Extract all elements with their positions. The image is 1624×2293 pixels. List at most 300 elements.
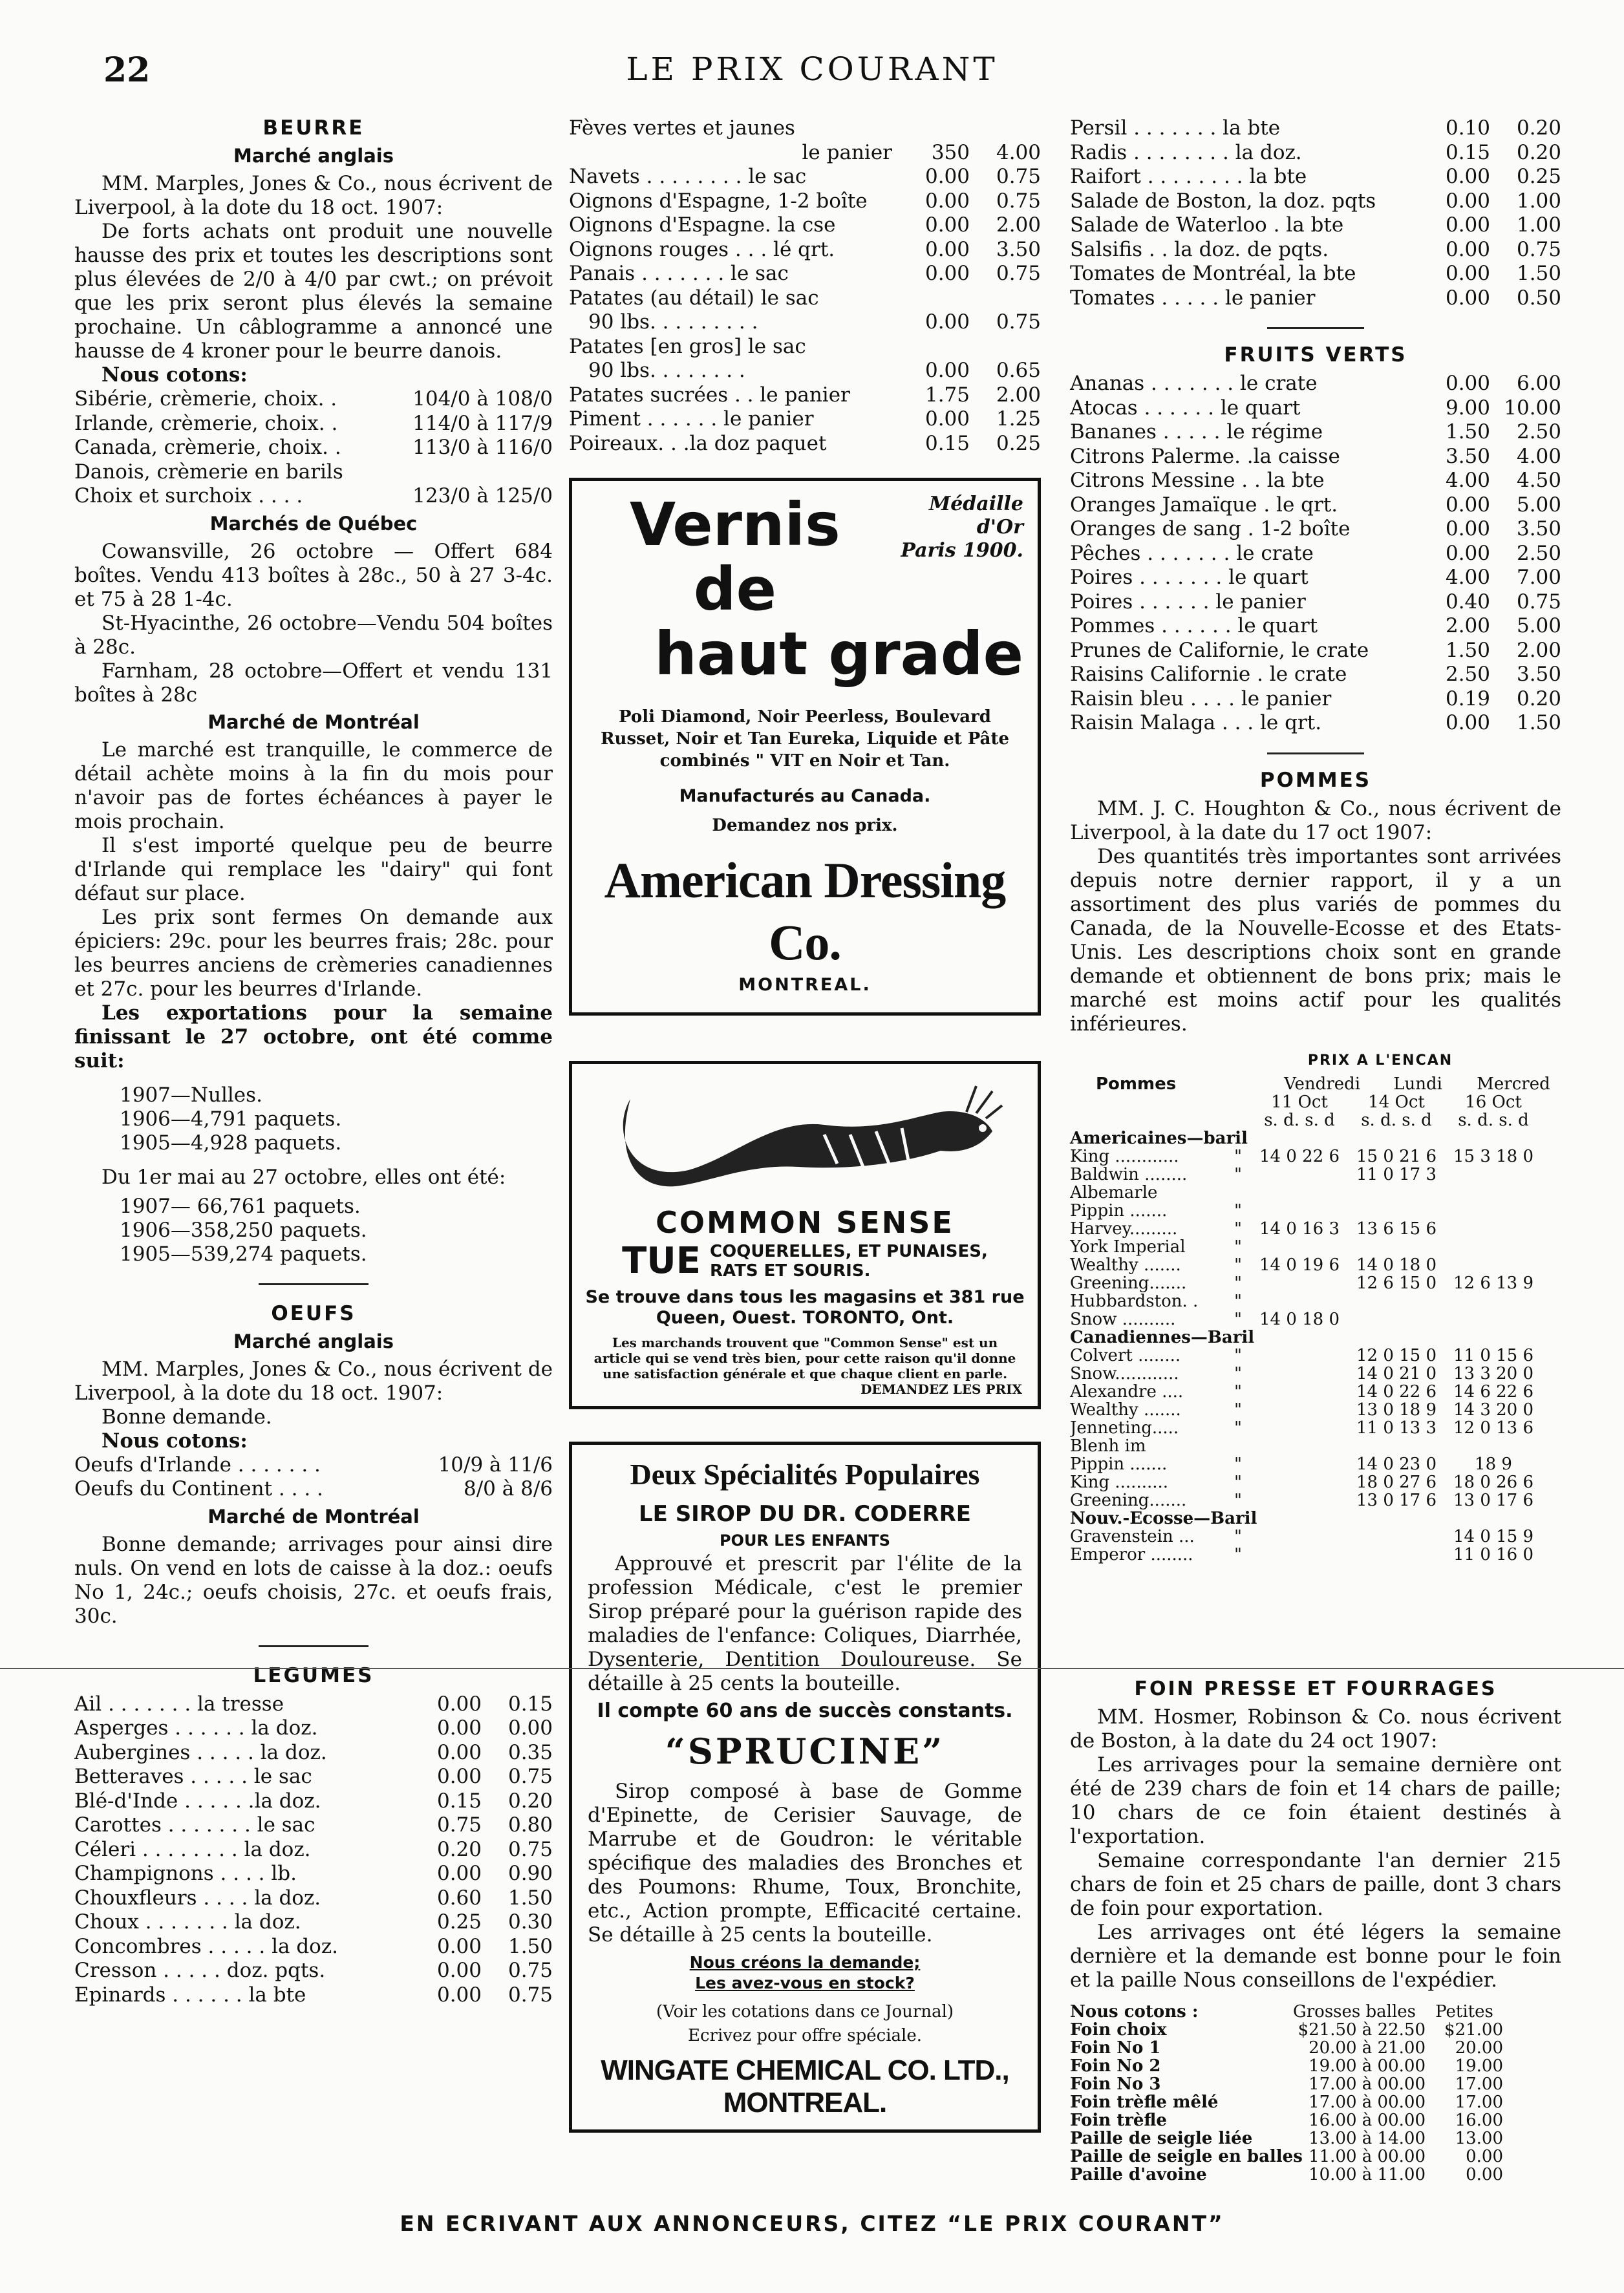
apple-variety: Greening....... [1070,1274,1187,1292]
price-low: 0.00 [1445,517,1490,540]
price-cell: 12 6 13 9 [1453,1273,1534,1293]
price-high: 0.75 [508,1983,553,2007]
price-cell: 14 0 18 0 [1356,1255,1437,1275]
column-1 [74,116,553,2007]
price-row [74,1716,553,1741]
price-high: 0.75 [508,1837,553,1861]
price-row [1070,469,1561,493]
ad-title: haut grade [654,619,1023,688]
table-row [1070,1401,1561,1419]
apple-variety: Albemarle [1070,1183,1158,1202]
hay-type: Paille de seigle liée [1070,2129,1253,2148]
hay-type: Foin trèfle mêlé [1070,2093,1219,2112]
apple-variety: Greening....... [1070,1491,1187,1509]
item-name: Raisins Californie . le crate [1070,663,1347,686]
price-row [74,1959,553,1983]
price-low: 0.40 [1445,590,1490,613]
price-row [74,1741,553,1765]
price-row [569,359,1041,383]
price-high: 0.75 [996,262,1041,285]
item-name: Pommes . . . . . . le quart [1070,614,1318,637]
item-name: Persil . . . . . . . la bte [1070,116,1281,140]
price-high: 0.15 [508,1692,553,1716]
price-low: 0.00 [1445,541,1490,565]
price-high: 2.00 [1516,638,1561,662]
price-large-bales: 17.00 à 00.00 [1309,2074,1426,2094]
price-cell [1251,1437,1348,1455]
ad-line: Demandez nos prix. [712,816,898,835]
price-large-bales: 19.00 à 00.00 [1309,2056,1426,2076]
ad-title: Vernis de [630,490,840,624]
table-row [1070,2039,1561,2057]
apple-variety: Harvey......... [1070,1219,1178,1238]
table-row [1070,1238,1561,1256]
table-row [1070,1184,1561,1202]
price-low: 0.00 [924,213,970,237]
cotons-label: Nous cotons: [102,363,248,387]
table-row [1070,2075,1561,2093]
ditto-mark: " [1234,1309,1242,1329]
apple-variety: Emperor ........ [1070,1545,1193,1564]
item-name: Oranges Jamaïque . le qrt. [1070,493,1338,517]
item-name: Raisin bleu . . . . le panier [1070,687,1332,710]
table-row [1070,2129,1561,2148]
price-high: 2.00 [996,383,1041,407]
ditto-mark: " [1234,1454,1242,1474]
price-cell: 18 0 27 6 [1356,1472,1437,1492]
price-high: 0.25 [1516,165,1561,188]
price-row [569,407,1041,432]
price-cell [1348,1184,1445,1202]
item-name: Sibérie, crèmerie, choix. . [74,387,337,411]
price-small-bales: 13.00 [1455,2129,1503,2148]
item-name: Panais . . . . . . . le sac [569,262,789,285]
price-cell [1445,1238,1542,1256]
table-header [1070,1111,1561,1129]
ad-fine-print: Les marchands trouvent que "Common Sense" est un article qui se vend très bien, pour cette raison qu'il donne une satisfaction générale et que chaque client en parle. [593,1335,1016,1381]
price-high: 1.50 [508,1886,553,1910]
item-name: Oignons d'Espagne. la cse [569,213,836,237]
price-high: 7.00 [1516,566,1561,589]
price-high: 1.50 [508,1934,553,1958]
price-large-bales: 16.00 à 00.00 [1309,2111,1426,2130]
table-header [1070,1075,1561,1093]
price-cell [1251,1166,1348,1184]
hay-type: Foin No 2 [1070,2056,1161,2076]
ditto-mark: " [1234,1219,1242,1239]
price-high: 1.50 [1516,711,1561,734]
price-row [74,1692,553,1717]
price-cell [1445,1202,1542,1220]
price-low: 0.00 [1445,262,1490,285]
price-cell [1251,1365,1348,1383]
th-date: 14 Oct [1368,1092,1425,1112]
price-row [74,412,553,436]
oeufs-price-list [74,1453,553,1502]
price-cell: 13 0 17 6 [1356,1490,1437,1510]
export-line: 1906—358,250 paquets. [120,1218,367,1242]
ditto-mark: " [1234,1273,1242,1293]
price-high: 5.00 [1516,493,1561,517]
price-row [569,432,1041,456]
divider [1267,752,1364,754]
price-low: 0.25 [436,1910,482,1934]
price-low: 0.10 [1445,116,1490,140]
price-row [1070,238,1561,262]
price-high: 10.00 [1504,396,1561,420]
ditto-mark: " [1234,1472,1242,1492]
item-unit: 90 lbs. . . . . . . . . [588,310,758,334]
th-day: Mercred [1477,1074,1550,1094]
price-range: 8/0 à 8/6 [464,1477,553,1500]
paragraph: MM. Marples, Jones & Co., nous écrivent de Liverpool, à la dote du 18 oct. 1907: [74,172,553,219]
price-cell: 11 0 15 6 [1453,1345,1534,1365]
price-high: 0.20 [1516,687,1561,710]
price-cell: 14 0 18 0 [1259,1309,1340,1329]
price-row [74,1862,553,1886]
price-row [74,1935,553,1959]
price-low: 0.00 [436,1862,482,1885]
ad-line: Il compte 60 ans de succès constants. [597,1700,1013,1722]
export-line: 1905—539,274 paquets. [120,1242,367,1266]
price-cell [1251,1419,1348,1437]
item-name: Poireaux. . .la doz paquet [569,431,827,455]
cotons-label: Nous cotons : [1070,2002,1199,2021]
fruits-price-list [1070,372,1561,736]
item-name: Tomates . . . . . le panier [1070,286,1316,310]
ditto-mark: " [1234,1200,1242,1221]
price-row [1070,141,1561,165]
ad-where: Se trouve dans tous les magasins et 381 rue Queen, Ouest. TORONTO, Ont. [585,1287,1025,1328]
ditto-mark: " [1234,1291,1242,1311]
price-cell: 18 9 [1475,1454,1512,1474]
paragraph: Des quantités très importantes sont arrivées depuis notre dernier rapport, il y a un assortiment des plus variés de pommes du Canada, de la Nouvelle-Ecosse et des Etats-Unis. Les descriptions choix sont en grande demande et obtiennent de bons prix; mais le marché est moins actif pour les qualités inférieures. [1070,844,1561,1036]
item-unit: le panier [802,140,892,164]
item-name: Oranges de sang . 1-2 boîte [1070,517,1351,540]
price-cell: 12 0 15 0 [1356,1345,1437,1365]
price-cell [1251,1292,1348,1310]
ad-coderre [569,1442,1041,2133]
table-row [1070,1310,1561,1328]
price-low: 0.00 [436,1692,482,1716]
price-row [569,141,1041,165]
price-cell: 11 0 16 0 [1453,1544,1534,1564]
th-day: Lundi [1393,1074,1442,1094]
paragraph: Les arrivages ont été légers la semaine dernière et la demande est bonne pour le foin et la paille Nous conseillons de l'expédier. [1070,1921,1561,1992]
ad-tue-targets [710,1242,988,1281]
table-header [1070,1093,1561,1111]
item-name: Raifort . . . . . . . . la bte [1070,165,1307,188]
table-row [1070,1473,1561,1491]
price-high: 1.25 [996,407,1041,431]
price-row [569,189,1041,214]
price-low: 0.00 [436,1934,482,1958]
price-row [1070,663,1561,687]
table-row [1070,2021,1561,2039]
price-low: 0.15 [924,431,970,455]
price-cell [1251,1546,1348,1564]
legumes-price-list [74,1692,553,2008]
ad-common-sense [569,1061,1041,1409]
price-small-bales: 19.00 [1455,2056,1503,2076]
price-row [1070,286,1561,311]
hay-type: Foin trèfle [1070,2111,1167,2130]
price-cell [1348,1546,1445,1564]
export-line: 1905—4,928 paquets. [120,1131,342,1155]
price-row [74,1813,553,1838]
rat-illustration [604,1073,1005,1202]
price-cell: 13 3 20 0 [1453,1363,1534,1383]
price-cell [1251,1383,1348,1401]
price-cell [1251,1491,1348,1509]
price-range: 114/0 à 117/9 [412,411,553,435]
price-high: 3.50 [1516,517,1561,540]
price-row [1070,711,1561,736]
ad-company: WINGATE CHEMICAL CO. LTD., MONTREAL. [601,2054,1009,2118]
price-high: 2.50 [1516,420,1561,443]
ad-subtitle: LE SIROP DU DR. CODERRE [638,1501,972,1527]
item-name: Salsifis . . la doz. de pqts. [1070,237,1329,261]
price-row [569,213,1041,238]
price-range [398,460,553,485]
ad-tue: TUE [622,1240,701,1282]
apple-variety: Hubbardston. . [1070,1292,1199,1310]
item-name: Oignons rouges . . . lé qrt. [569,237,835,261]
cotons-label: Nous cotons: [102,1429,248,1453]
price-low: 0.00 [1445,213,1490,237]
paragraph: MM. Hosmer, Robinson & Co. nous écrivent de Boston, à la date du 24 oct 1907: [1070,1705,1561,1753]
price-row [1070,213,1561,238]
table-row [1070,1546,1561,1564]
price-cell [1348,1292,1445,1310]
price-low: 0.00 [1445,165,1490,188]
hay-type: Foin No 1 [1070,2038,1161,2058]
item-name: Epinards . . . . . . la bte [74,1983,306,2007]
price-cell: 14 3 20 0 [1453,1400,1534,1420]
ad-fine-print: DEMANDEZ LES PRIX [860,1381,1022,1397]
divider [259,1283,369,1285]
divider [259,1645,369,1647]
price-low: 0.00 [436,1983,482,2007]
item-name: Atocas . . . . . . le quart [1070,396,1301,420]
price-cell: 13 0 17 6 [1453,1490,1534,1510]
price-cell: 14 6 22 6 [1453,1381,1534,1402]
item-name: Salade de Waterloo . la bte [1070,213,1344,237]
price-cell [1445,1184,1542,1202]
column-3 [1070,116,1561,1564]
table-row [1070,2093,1561,2111]
price-low: 0.20 [436,1837,482,1861]
price-low: 0.00 [924,237,970,261]
paragraph: MM. Marples, Jones & Co., nous écrivent de Liverpool, à la dote du 18 oct. 1907: [74,1357,553,1405]
table-row [1070,1202,1561,1220]
price-row [569,165,1041,189]
ad-title: COMMON SENSE [656,1205,954,1240]
price-low: 0.00 [1445,711,1490,734]
apple-variety: Wealthy ....... [1070,1400,1181,1419]
price-cell: 11 0 17 3 [1356,1164,1437,1184]
price-high: 4.00 [1516,444,1561,468]
paragraph: Le marché est tranquille, le commerce de détail achète moins à la fin du mois pour n'avoir pas de fortes échéances à payer le mois prochain. [74,738,553,833]
price-row [569,262,1041,286]
price-high: 0.20 [508,1789,553,1813]
ad-product: “SPRUCINE” [665,1731,945,1772]
price-high: 0.75 [508,1765,553,1788]
price-cell: 14 0 22 6 [1356,1381,1437,1402]
price-row [74,484,553,509]
apple-variety: Alexandre .... [1070,1382,1184,1401]
price-cell [1251,1455,1348,1473]
price-high: 0.65 [996,359,1041,382]
table-row [1070,1419,1561,1437]
price-low: 0.00 [436,1740,482,1764]
price-cell: 15 0 21 6 [1356,1146,1437,1166]
price-cell: 12 0 13 6 [1453,1418,1534,1438]
ditto-mark: " [1234,1345,1242,1365]
apple-variety: Pippin ....... [1070,1201,1168,1220]
price-range: 123/0 à 125/0 [412,484,553,507]
table-row [1070,1528,1561,1546]
price-small-bales: 20.00 [1455,2038,1503,2058]
price-high: 1.00 [1516,213,1561,237]
item-name: Citrons Palerme. .la caisse [1070,444,1340,468]
th-unit: s. d. s. d [1264,1110,1335,1130]
apple-variety: Pippin ....... [1070,1455,1168,1473]
divider [0,1668,1624,1669]
table-row [1070,1383,1561,1401]
price-low: 0.00 [1445,189,1490,213]
price-range: 104/0 à 108/0 [412,387,553,411]
item-name: Champignons . . . . lb. [74,1862,297,1885]
medal-line: Médaille d'Or [929,493,1023,539]
price-small-bales: 16.00 [1455,2111,1503,2130]
item-name: Betteraves . . . . . le sac [74,1765,312,1788]
ad-vernis [569,478,1041,1016]
price-high: 2.00 [996,213,1041,237]
price-row [1070,517,1561,542]
price-low: 0.00 [924,262,970,285]
item-name: Fèves vertes et jaunes [569,116,795,140]
price-low: 9.00 [1445,396,1490,420]
item-name: Carottes . . . . . . . le sac [74,1813,315,1837]
price-high: 0.90 [508,1862,553,1885]
item-name: Oeufs d'Irlande . . . . . . . [74,1453,321,1477]
price-small-bales: 17.00 [1455,2074,1503,2094]
section-title-foin: FOIN PRESSE ET FOURRAGES [1134,1678,1497,1700]
price-row [1070,116,1561,141]
item-name: Tomates de Montréal, la bte [1070,262,1356,285]
price-low: 0.15 [1445,140,1490,164]
page-title: LE PRIX COURANT [626,50,998,88]
paragraph: Il s'est importé quelque peu de beurre d'Irlande qui remplace les "dairy" qui font défaut sur place. [74,833,553,905]
table-row [1070,1274,1561,1292]
export-list [74,1195,553,1266]
price-high: 4.00 [996,140,1041,164]
price-low: 0.00 [1445,372,1490,395]
price-cell [1348,1437,1445,1455]
auction-table [1070,1075,1561,1564]
price-cell [1445,1310,1542,1328]
price-cell: 12 6 15 0 [1356,1273,1437,1293]
item-name: Patates (au détail) le sac [569,286,819,310]
hay-type: Foin No 3 [1070,2074,1161,2094]
price-cell [1251,1401,1348,1419]
price-small-bales: 0.00 [1466,2147,1503,2166]
price-row [74,460,553,485]
item-name: Patates sucrées . . le panier [569,383,850,407]
apple-variety: Baldwin ........ [1070,1165,1188,1184]
item-unit: 90 lbs. . . . . . . . [588,359,745,382]
price-range: 10/9 à 11/6 [438,1453,553,1477]
price-range: 113/0 à 116/0 [412,436,553,459]
price-cell [1445,1220,1542,1238]
apple-variety: Jenneting..... [1070,1418,1179,1437]
price-cell: 18 0 26 6 [1453,1472,1534,1492]
price-row [1070,639,1561,663]
item-name: Prunes de Californie, le crate [1070,638,1369,662]
price-low: 0.00 [436,1959,482,1982]
price-cell [1348,1238,1445,1256]
price-cell: 14 0 22 6 [1259,1146,1340,1166]
th-petites: Petites [1435,2002,1493,2021]
price-cell [1445,1292,1542,1310]
table-row [1070,1365,1561,1383]
ad-tue-line [581,1240,1029,1282]
ad-tue-target: COQUERELLES, ET PUNAISES, [710,1241,988,1261]
section-title-oeufs: OEUFS [271,1301,356,1325]
price-cell [1348,1310,1445,1328]
ditto-mark [1225,1184,1251,1202]
export-line: 1907—Nulles. [120,1083,262,1107]
apple-variety: King ............ [1070,1147,1179,1166]
page-number: 22 [103,50,151,90]
item-name: Poires . . . . . . le panier [1070,590,1306,613]
export-line: 1907— 66,761 paquets. [120,1194,361,1218]
price-row [1070,542,1561,566]
ditto-mark: " [1234,1381,1242,1402]
price-low: 0.00 [436,1765,482,1788]
item-name: Radis . . . . . . . . la doz. [1070,140,1302,164]
item-name: Choix et surchoix . . . . [74,484,303,507]
price-low: 3.50 [1445,444,1490,468]
foin-table [1070,2003,1561,2184]
price-low: 0.00 [924,310,970,334]
paragraph: De forts achats ont produit une nouvelle hausse des prix et toutes les descriptions sont plus élevées de 2/0 à 4/0 par cwt.; on prévoit que les prix seront plus élevés la semaine prochaine. Un câblogramme a annoncé une hausse de 4 kroner pour le beurre danois. [74,220,553,363]
price-low: 4.00 [1445,566,1490,589]
price-low: 4.00 [1445,469,1490,492]
price-cell: 15 3 18 0 [1453,1146,1534,1166]
price-low: 0.15 [436,1789,482,1813]
paragraph: Les prix sont fermes On demande aux épiciers: 29c. pour les beurres frais; 28c. pour les beurres anciens de crèmeries canadiennes et 27c. pour les beurres d'Irlande. [74,905,553,1001]
subsection-title: Marchés de Québec [209,512,418,535]
price-high: 0.20 [1516,140,1561,164]
price-high: 1.00 [1516,189,1561,213]
apple-variety: Gravenstein ... [1070,1527,1195,1546]
th-day: Vendredi [1284,1074,1361,1094]
auction-rows [1070,1129,1561,1564]
ad-line: Manufacturés au Canada. [679,786,931,806]
th-pommes: Pommes [1096,1074,1177,1093]
ad-medal [884,493,1023,562]
price-large-bales: 17.00 à 00.00 [1309,2093,1426,2112]
price-row [569,116,1041,141]
ditto-mark: " [1234,1237,1242,1257]
item-name: Céleri . . . . . . . . la doz. [74,1837,311,1861]
price-high: 0.75 [508,1959,553,1982]
table-row [1070,1437,1561,1455]
price-row [1070,189,1561,214]
item-name: Canada, crèmerie, choix. . [74,436,341,459]
